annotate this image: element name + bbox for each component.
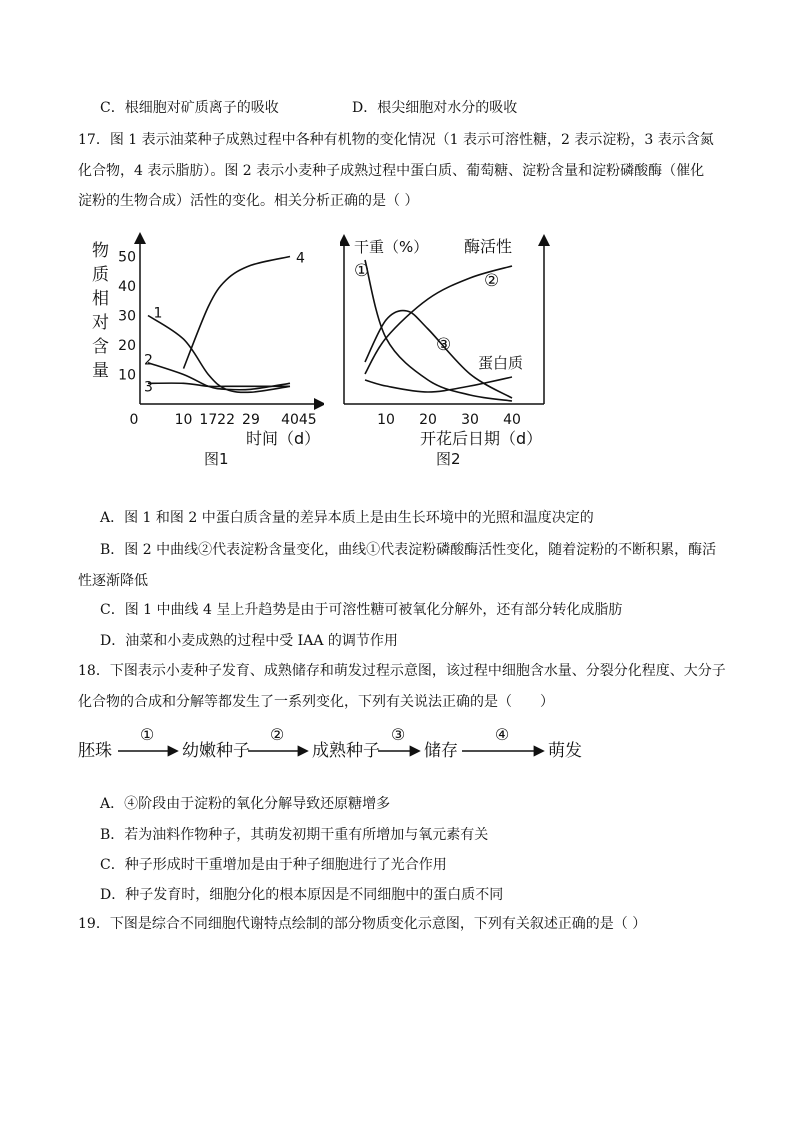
- fig2-curve: [365, 377, 512, 392]
- q18-option-d: D．种子发育时，细胞分化的根本原因是不同细胞中的蛋白质不同: [100, 887, 504, 903]
- flow-step-label: ①: [139, 725, 155, 744]
- fig1-xtick-label: 45: [298, 412, 317, 428]
- fig2-xtick-label: 30: [461, 412, 479, 428]
- flow-node: 成熟种子: [312, 741, 380, 761]
- q17-option-a: A．图 1 和图 2 中蛋白质含量的差异本质上是由生长环境中的光照和温度决定的: [100, 510, 594, 526]
- fig1-ylabel-char: 质: [92, 265, 109, 285]
- fig1-ylabel-char: 相: [92, 289, 109, 309]
- flow-node: 胚珠: [78, 741, 112, 761]
- fig1-ytick-label: 30: [118, 308, 136, 325]
- q16-option-c: C．根细胞对矿质离子的吸收: [100, 100, 279, 116]
- flow-node: 储存: [424, 741, 458, 761]
- q18-option-b: B．若为油料作物种子，其萌发初期干重有所增加与氧元素有关: [100, 827, 489, 843]
- q16-option-d: D．根尖细胞对水分的吸收: [352, 100, 518, 116]
- fig1-ytick-label: 10: [118, 367, 136, 384]
- fig1-xtick-label: 40: [281, 412, 299, 428]
- fig2-ylabel-right: 酶活性: [464, 237, 513, 256]
- fig2-curve-label: ③: [436, 335, 452, 355]
- q17-option-c: C．图 1 中曲线 4 呈上升趋势是由于可溶性糖可被氧化分解外，还有部分转化成脂肪: [100, 602, 623, 618]
- q17-stem-line-1: 17．图 1 表示油菜种子成熟过程中各种有机物的变化情况（1 表示可溶性糖，2 表示淀粉，3 表示含氮: [78, 132, 714, 148]
- fig1-curve-4: [184, 257, 291, 369]
- q17-option-b-line-1: B．图 2 中曲线②代表淀粉含量变化，曲线①代表淀粉磷酸酶活性变化，随着淀粉的不断积累，酶活: [100, 542, 717, 558]
- fig1-ylabel-char: 物: [92, 241, 109, 261]
- fig1-ytick-label: 20: [118, 338, 136, 354]
- q18-option-c: C．种子形成时干重增加是由于种子细胞进行了光合作用: [100, 857, 447, 873]
- fig1-ylabel-char: 含: [92, 337, 109, 357]
- fig1-caption: 图1: [204, 450, 229, 468]
- fig2-xtick-label: 10: [377, 412, 395, 428]
- q17-option-b-line-2: 性逐渐降低: [78, 573, 148, 589]
- fig1-curve-1: [148, 316, 290, 393]
- fig2-xlabel: 开花后日期（d）: [420, 429, 543, 448]
- fig1-ylabel-char: 对: [92, 313, 109, 333]
- flow-node: 幼嫩种子: [182, 741, 250, 761]
- fig1-curve-label: 4: [296, 250, 305, 267]
- fig1-curve-label: 1: [153, 305, 163, 322]
- fig1-xtick-label: 10: [174, 412, 193, 428]
- fig1-xtick-label: 0: [129, 412, 139, 428]
- flow-node: 萌发: [548, 741, 582, 761]
- flow-step-label: ④: [494, 725, 510, 744]
- q18-stem-line-2: 化合物的合成和分解等都发生了一系列变化，下列有关说法正确的是（ ）: [78, 694, 554, 710]
- fig2-ylabel-left: 干重（%）: [354, 238, 429, 256]
- q19-stem: 19．下图是综合不同细胞代谢特点绘制的部分物质变化示意图，下列有关叙述正确的是（ ）: [78, 916, 647, 932]
- q17-stem-line-3: 淀粉的生物合成）活性的变化。相关分析正确的是（ ）: [78, 193, 419, 209]
- fig1-curve-label: 2: [144, 352, 153, 369]
- flow-step-label: ②: [269, 725, 285, 744]
- fig1-ylabel: [92, 241, 109, 381]
- fig1-xtick-label: 22: [217, 412, 236, 428]
- q17-option-d: D．油菜和小麦成熟的过程中受 IAA 的调节作用: [100, 633, 398, 649]
- figure-2-chart: [340, 232, 570, 472]
- fig1-xtick-label: 29: [242, 412, 260, 428]
- fig2-protein-label: 蛋白质: [478, 354, 524, 372]
- q18-flow-diagram: [78, 724, 638, 770]
- fig2-curve-label: ②: [484, 271, 500, 291]
- fig1-ylabel-char: 量: [92, 361, 109, 381]
- flow-step-label: ③: [390, 725, 406, 744]
- fig2-xtick-label: 20: [419, 412, 437, 428]
- fig1-xtick-label: 17: [199, 412, 218, 428]
- fig2-curve-label: ①: [354, 261, 370, 281]
- q18-stem-line-1: 18．下图表示小麦种子发育、成熟储存和萌发过程示意图，该过程中细胞含水量、分裂分化程度、大分子: [78, 663, 726, 679]
- fig2-caption: 图2: [436, 450, 461, 468]
- q17-stem-line-2: 化合物，4 表示脂肪）。图 2 表示小麦种子成熟过程中蛋白质、葡萄糖、淀粉含量和淀粉磷酸酶（催化: [78, 163, 705, 179]
- fig1-curve-label: 3: [144, 379, 153, 396]
- figure-1-chart: [84, 232, 324, 472]
- fig1-ytick-label: 40: [118, 279, 136, 295]
- fig1-xlabel: 时间（d）: [246, 429, 321, 448]
- q18-option-a: A．④阶段由于淀粉的氧化分解导致还原糖增多: [100, 796, 391, 812]
- fig1-ytick-label: 50: [118, 249, 136, 266]
- fig2-xtick-label: 40: [503, 412, 521, 428]
